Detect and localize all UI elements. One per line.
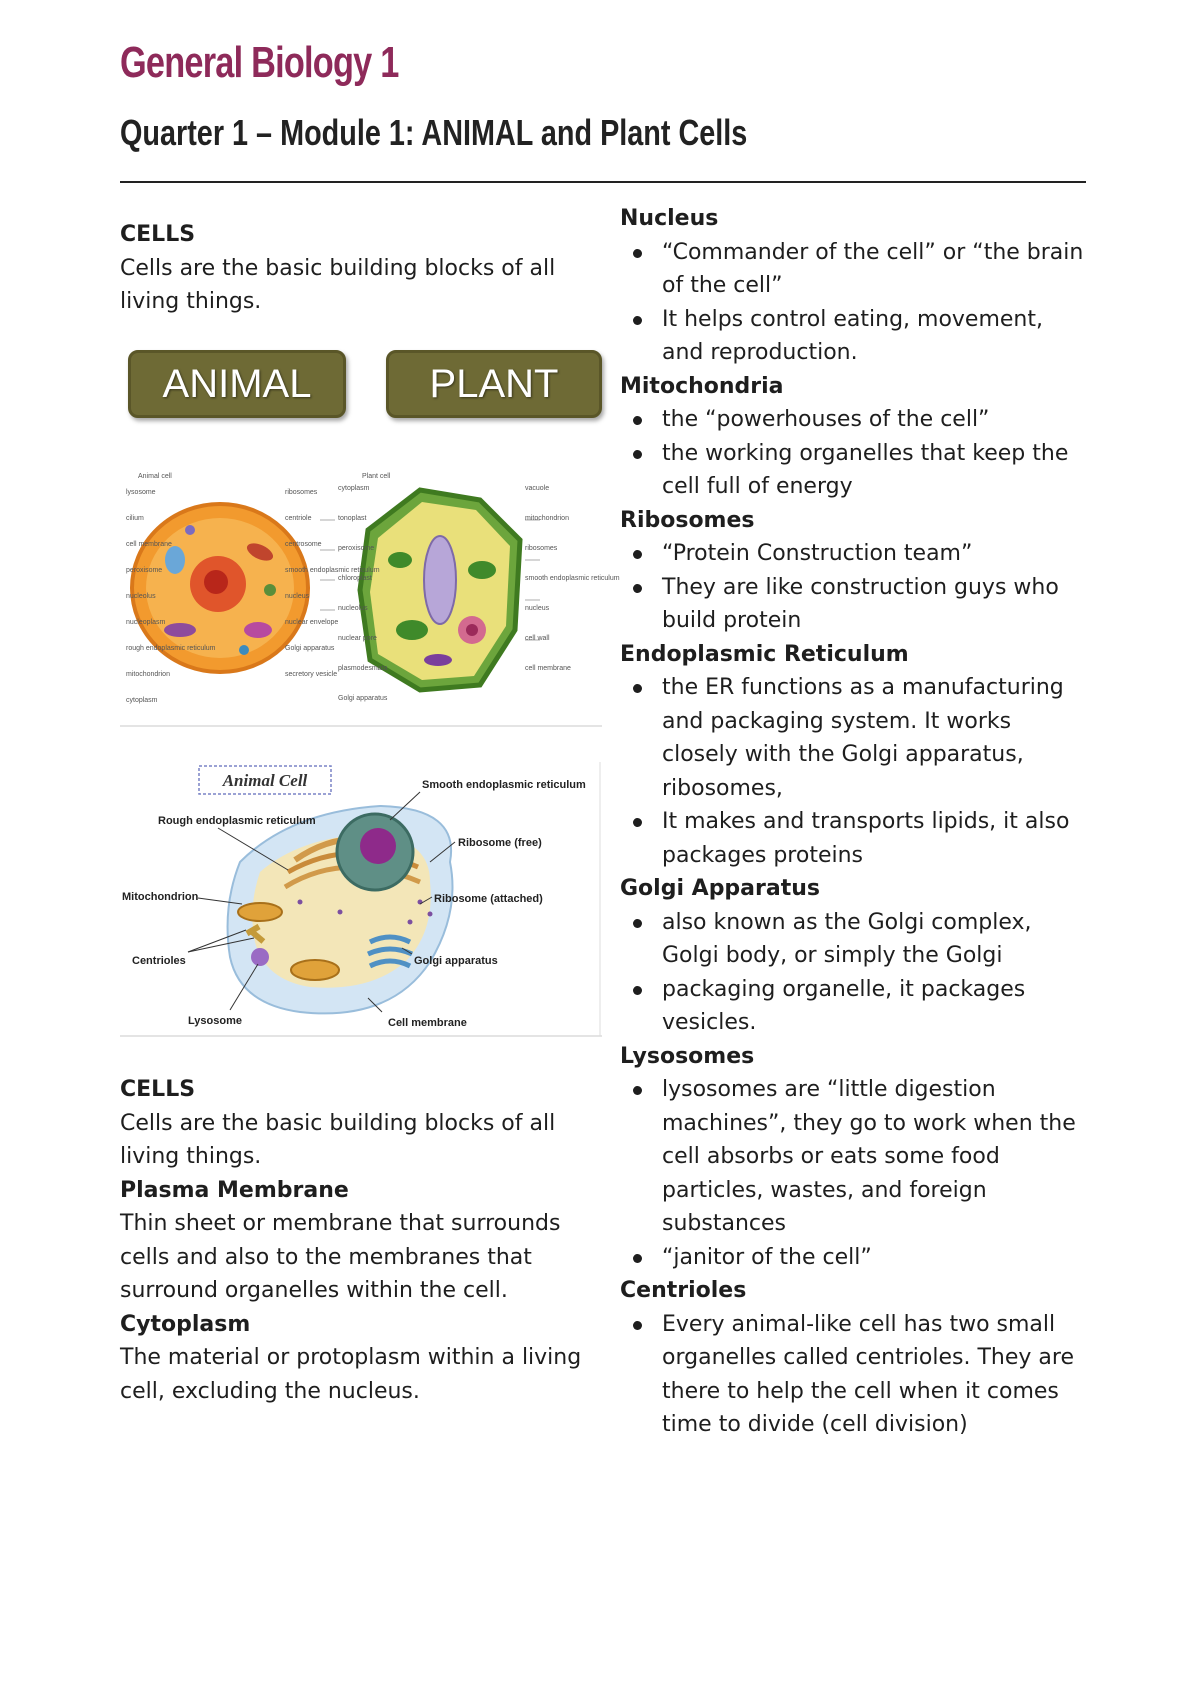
golgi-heading: Golgi Apparatus xyxy=(620,876,820,901)
organelles-section xyxy=(620,202,1090,1442)
label-mitochondrion: Mitochondrion xyxy=(122,891,199,903)
intro-text: Cells are the basic building blocks of all living things. xyxy=(120,255,556,314)
animal-diagram-label: nucleus xyxy=(285,593,310,600)
animal-diagram-label: cilium xyxy=(126,515,144,522)
animal-diagram-label: nucleolus xyxy=(126,593,156,600)
ribosomes-list xyxy=(620,537,1090,638)
definitions-section xyxy=(120,1073,610,1408)
cells-heading: CELLS xyxy=(120,1077,196,1102)
plant-diagram-label: nucleus xyxy=(525,605,550,612)
plasma-membrane-text: Thin sheet or membrane that surrounds cells and also to the membranes that surround organelles within the cell. xyxy=(120,1211,561,1303)
mitochondria-heading: Mitochondria xyxy=(620,373,784,399)
label-lysosome: Lysosome xyxy=(188,1015,243,1027)
plant-badge: PLANT xyxy=(386,350,602,418)
list-item: the ER functions as a manufacturing and packaging system. It works closely with the Golgi apparatus, ribosomes, xyxy=(620,671,1090,805)
list-item: “Commander of the cell” or “the brain of the cell” xyxy=(620,236,1090,303)
label-smooth-er: Smooth endoplasmic reticulum xyxy=(422,779,586,791)
plant-diagram-label: chloroplast xyxy=(338,575,372,582)
list-item: “janitor of the cell” xyxy=(620,1241,1090,1275)
centrioles-list xyxy=(620,1308,1090,1442)
plant-diagram-label: plasmodesmata xyxy=(338,665,388,672)
plant-diagram-label: nuclear pore xyxy=(338,635,377,642)
animal-diagram-label: mitochondrion xyxy=(126,671,170,678)
list-item: the “powerhouses of the cell” xyxy=(620,403,1090,437)
plant-diagram-label: cytoplasm xyxy=(338,485,370,492)
animal-diagram-label: centriole xyxy=(285,515,312,522)
centrioles-heading: Centrioles xyxy=(620,1278,747,1303)
list-item: lysosomes are “little digestion machines”, they go to work when the cell absorbs or eats some food particles, wastes, and foreign substances xyxy=(620,1073,1090,1241)
list-item: also known as the Golgi complex, Golgi body, or simply the Golgi xyxy=(620,906,1090,973)
intro-heading: CELLS xyxy=(120,222,196,247)
list-item: the working organelles that keep the cell full of energy xyxy=(620,437,1090,504)
cell-comparison-figure xyxy=(120,460,620,728)
label-golgi: Golgi apparatus xyxy=(414,955,498,967)
list-item: It helps control eating, movement, and reproduction. xyxy=(620,303,1090,370)
list-item: “Protein Construction team” xyxy=(620,537,1090,571)
plant-diagram-label: smooth endoplasmic reticulum xyxy=(525,575,620,582)
animal-diagram-label: lysosome xyxy=(126,489,156,496)
plant-cell-diagram xyxy=(360,490,520,690)
lysosomes-heading: Lysosomes xyxy=(620,1043,755,1069)
label-ribosome-free: Ribosome (free) xyxy=(458,837,542,849)
er-heading: Endoplasmic Reticulum xyxy=(620,641,909,667)
document-subtitle: Quarter 1 – Module 1: ANIMAL and Plant Cells xyxy=(120,112,748,153)
cells-text: Cells are the basic building blocks of all living things. xyxy=(120,1110,556,1169)
label-cell-membrane: Cell membrane xyxy=(388,1017,467,1029)
animal-diagram-label: rough endoplasmic reticulum xyxy=(126,645,216,652)
plant-diagram-label: cell wall xyxy=(525,635,550,642)
plant-diagram-label: vacuole xyxy=(525,485,550,492)
plant-diagram-label: Golgi apparatus xyxy=(338,695,388,702)
golgi-list xyxy=(620,906,1090,1040)
plant-diagram-label: cell membrane xyxy=(525,665,571,672)
list-item: packaging organelle, it packages vesicles. xyxy=(620,973,1090,1040)
animal-badge: ANIMAL xyxy=(128,350,346,418)
list-item: They are like construction guys who build protein xyxy=(620,571,1090,638)
animal-diagram-label: cytoplasm xyxy=(126,697,158,704)
er-list xyxy=(620,671,1090,872)
animal-diagram-label: nucleoplasm xyxy=(126,619,166,626)
header-divider xyxy=(120,181,1086,183)
mitochondria-list xyxy=(620,403,1090,504)
list-item: Every animal-like cell has two small organelles called centrioles. They are there to help the cell when it comes time to divide (cell division) xyxy=(620,1308,1090,1442)
plant-diagram-label: nucleolus xyxy=(338,605,368,612)
cytoplasm-text: The material or protoplasm within a living cell, excluding the nucleus. xyxy=(120,1345,582,1404)
animal-diagram-label: peroxisome xyxy=(126,567,163,574)
document-title: General Biology 1 xyxy=(120,38,399,87)
cytoplasm-heading: Cytoplasm xyxy=(120,1311,251,1337)
animal-diagram-label: cell membrane xyxy=(126,541,172,548)
list-item: It makes and transports lipids, it also packages proteins xyxy=(620,805,1090,872)
plant-diagram-label: peroxisome xyxy=(338,545,375,552)
animal-diagram-label: smooth endoplasmic reticulum xyxy=(285,567,380,574)
label-centrioles: Centrioles xyxy=(132,955,186,967)
label-ribosome-attached: Ribosome (attached) xyxy=(434,893,543,905)
plant-cell-caption: Plant cell xyxy=(362,473,391,480)
ribosomes-heading: Ribosomes xyxy=(620,507,755,533)
nucleus-heading: Nucleus xyxy=(620,206,719,231)
plant-diagram-label: ribosomes xyxy=(525,545,558,552)
plant-diagram-label: tonoplast xyxy=(338,515,367,522)
animal-diagram-label: secretory vesicle xyxy=(285,671,338,678)
plasma-membrane-heading: Plasma Membrane xyxy=(120,1177,349,1203)
label-rough-er: Rough endoplasmic reticulum xyxy=(158,815,316,827)
intro-section xyxy=(120,218,610,319)
animal-diagram-label: ribosomes xyxy=(285,489,318,496)
animal-cell-labeled-figure xyxy=(120,742,602,1038)
animal-diagram-label: centrosome xyxy=(285,541,322,548)
animal-cell-caption: Animal cell xyxy=(138,473,172,480)
figure2-title: Animal Cell xyxy=(222,771,308,790)
animal-diagram-label: nuclear envelope xyxy=(285,619,339,626)
plant-diagram-label: mitochondrion xyxy=(525,515,569,522)
lysosomes-list xyxy=(620,1073,1090,1274)
nucleus-list xyxy=(620,236,1090,370)
animal-diagram-label: Golgi apparatus xyxy=(285,645,335,652)
